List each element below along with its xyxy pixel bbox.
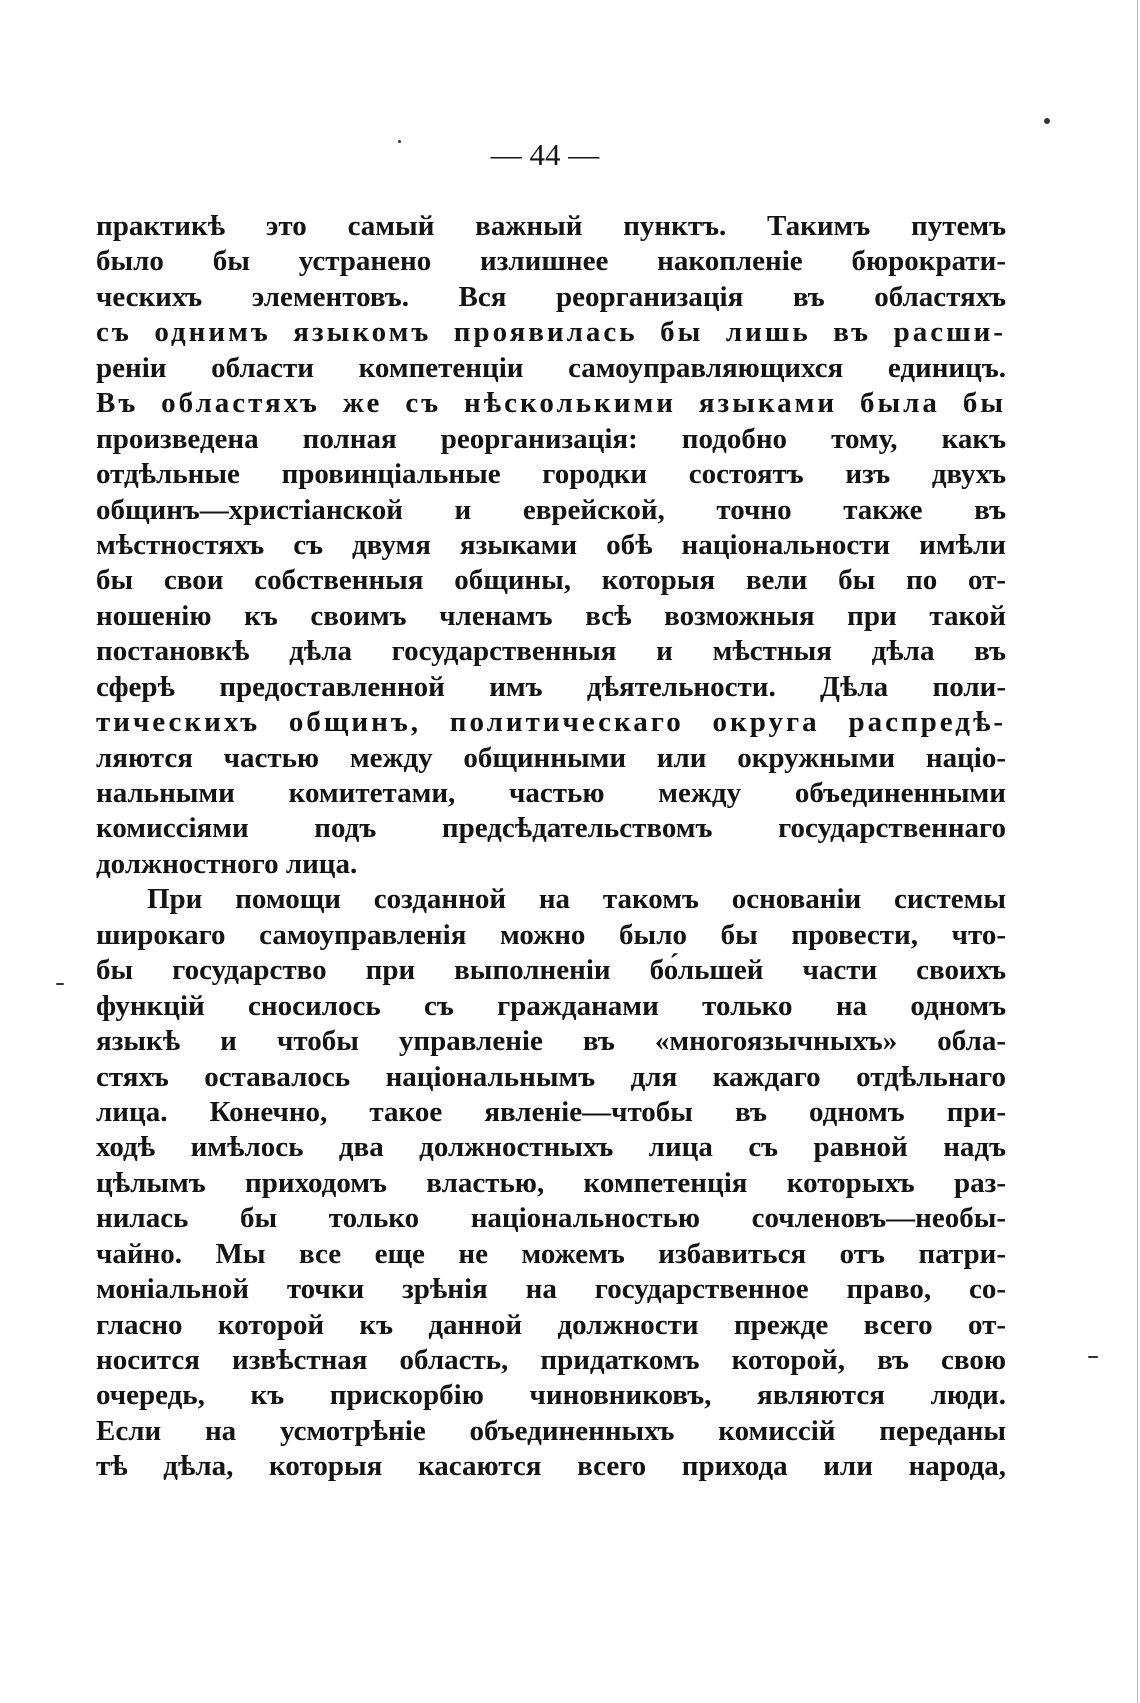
text-line: было бы устранено излишнее накопленіе бюрократи- [96, 245, 1006, 278]
text-line: мѣстностяхъ съ двумя языками обѣ національности имѣли [96, 528, 1006, 561]
text-line: тическихъ общинъ, политическаго округа распредѣ- [96, 706, 1006, 739]
text-line: Въ областяхъ же съ нѣсколькими языками была бы [96, 387, 1006, 420]
text-line: бы свои собственныя общины, которыя вели бы по от- [96, 564, 1006, 597]
text-line: очередь, къ прискорбію чиновниковъ, являются люди. [96, 1379, 1006, 1412]
text-line: моніальной точки зрѣнія на государственное право, со- [96, 1273, 1006, 1306]
text-line: носится извѣстная область, придаткомъ которой, въ свою [96, 1344, 1006, 1376]
scan-speck [1088, 1356, 1098, 1358]
text-line: отдѣльные провинціальные городки состоятъ изъ двухъ [96, 458, 1006, 491]
text-line: функцій сносилось съ гражданами только на одномъ [96, 989, 1006, 1022]
text-line: стяхъ оставалось національнымъ для каждаго отдѣльнаго [96, 1060, 1006, 1093]
text-line: чайно. Мы все еще не можемъ избавиться отъ патри- [96, 1237, 1006, 1270]
text-line: постановкѣ дѣла государственныя и мѣстныя дѣла въ [96, 635, 1006, 668]
text-line: реніи области компетенціи самоуправляющихся единицъ. [96, 351, 1006, 384]
scan-speck [56, 983, 64, 985]
scan-speck [1044, 118, 1050, 124]
text-line: сферѣ предоставленной имъ дѣятельности. Дѣла поли- [96, 670, 1006, 703]
body-text [96, 209, 1006, 1485]
page-number: — 44 — [490, 137, 600, 172]
text-line: цѣлымъ приходомъ властью, компетенція которыхъ раз- [96, 1166, 1006, 1199]
text-line: тѣ дѣла, которыя касаются всего прихода или народа, [96, 1450, 1006, 1483]
text-line: общинъ—христіанской и еврейской, точно также въ [96, 493, 1006, 526]
text-line: широкаго самоуправленія можно было бы провести, что- [96, 918, 1006, 951]
paragraph-start-line: При помощи созданной на такомъ основаніи системы [147, 883, 1006, 916]
text-line: практикѣ это самый важный пунктъ. Такимъ путемъ [96, 210, 1006, 242]
text-line: произведена полная реорганизація: подобно тому, какъ [96, 422, 1006, 455]
paragraph-end-line: должностного лица. [96, 847, 358, 880]
text-line: ходѣ имѣлось два должностныхъ лица съ равной надъ [96, 1131, 1006, 1164]
text-line: ляются частью между общинными или окружными націо- [96, 741, 1006, 774]
text-line: ношенію къ своимъ членамъ всѣ возможныя при такой [96, 599, 1006, 632]
text-line: гласно которой къ данной должности прежде всего от- [96, 1308, 1006, 1341]
text-line: нальными комитетами, частью между объединенными [96, 777, 1006, 809]
text-line: Если на усмотрѣніе объединенныхъ комиссій переданы [96, 1414, 1006, 1447]
text-line: лица. Конечно, такое явленіе—чтобы въ одномъ при- [96, 1095, 1006, 1128]
text-line: ческихъ элементовъ. Вся реорганизація въ областяхъ [96, 280, 1006, 313]
text-line: бы государство при выполненіи бо́льшей части своихъ [96, 954, 1006, 987]
scan-edge-line [1137, 0, 1138, 1703]
text-line: языкѣ и чтобы управленіе въ «многоязычныхъ» обла- [96, 1025, 1006, 1058]
text-line: съ однимъ языкомъ проявилась бы лишь въ расши- [96, 316, 1006, 349]
text-line: комиссіями подъ предсѣдательствомъ государственнаго [96, 812, 1006, 845]
text-line: нилась бы только національностью сочленовъ—необы- [96, 1202, 1006, 1235]
